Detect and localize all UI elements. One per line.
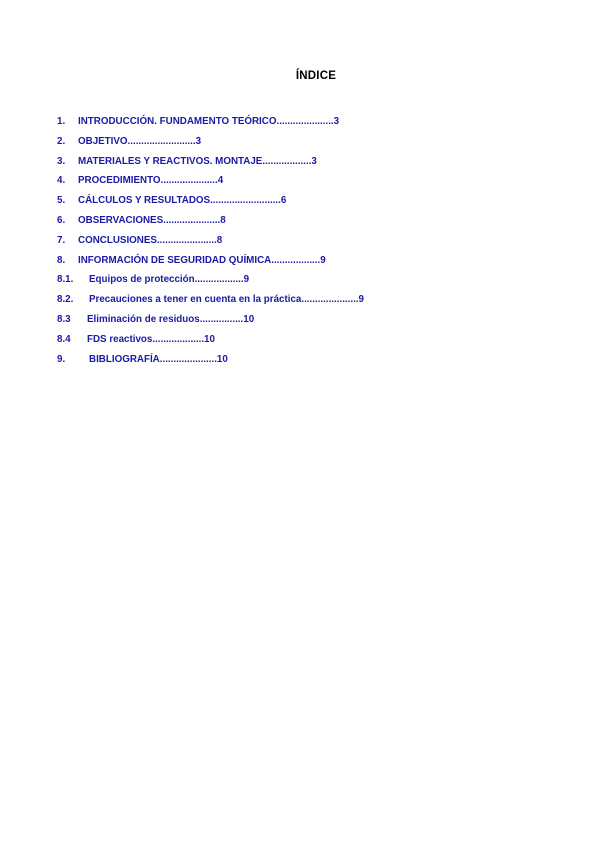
toc-entry-label: OBJETIVO.........................3 [78, 135, 202, 147]
toc-entry-label: INFORMACIÓN DE SEGURIDAD QUÍMICA..................9 [78, 254, 326, 266]
toc-entry-label: OBSERVACIONES.....................8 [78, 214, 226, 226]
toc-entry-5[interactable] [57, 194, 557, 214]
toc-entry-label: FDS reactivos...................10 [87, 333, 215, 345]
toc-entry-8-2[interactable] [57, 293, 557, 313]
toc-entry-number: 6. [57, 214, 66, 226]
toc-entry-number: 9. [57, 353, 66, 365]
toc-entry-8-1[interactable] [57, 273, 557, 293]
toc-entry-8[interactable] [57, 254, 557, 274]
toc-entry-7[interactable] [57, 234, 557, 254]
toc-entry-number: 8.3 [57, 313, 71, 325]
toc-entry-label: Precauciones a tener en cuenta en la práctica.....................9 [89, 294, 364, 306]
toc-entry-number: 5. [57, 195, 66, 207]
toc-entry-number: 7. [57, 234, 66, 246]
toc-entry-4[interactable] [57, 174, 557, 194]
toc-entry-8-3[interactable] [57, 313, 557, 333]
toc-entry-6[interactable] [57, 214, 557, 234]
toc-entry-label: Equipos de protección..................9 [89, 274, 250, 286]
toc-entry-number: 1. [57, 116, 66, 127]
toc-entry-2[interactable] [57, 135, 557, 155]
toc-entry-9[interactable] [57, 353, 557, 373]
page-title: ÍNDICE [295, 70, 337, 82]
toc-entry-label: CÁLCULOS Y RESULTADOS..........................6 [78, 195, 287, 207]
toc-entry-number: 8.1. [57, 274, 74, 286]
toc-entry-number: 2. [57, 135, 66, 147]
toc-entry-number: 8.4 [57, 333, 71, 345]
toc-entry-number: 8. [57, 254, 66, 266]
table-of-contents [57, 115, 557, 372]
toc-entry-label: PROCEDIMIENTO.....................4 [78, 175, 224, 187]
toc-entry-3[interactable] [57, 155, 557, 175]
toc-entry-number: 4. [57, 175, 66, 187]
toc-entry-number: 3. [57, 155, 66, 167]
toc-entry-label: Eliminación de residuos................10 [87, 313, 255, 325]
toc-entry-label: CONCLUSIONES......................8 [78, 234, 223, 246]
toc-entry-label: BIBLIOGRAFÍA.....................10 [89, 353, 228, 365]
toc-entry-label: MATERIALES Y REACTIVOS. MONTAJE..................3 [78, 155, 317, 167]
toc-entry-8-4[interactable] [57, 333, 557, 353]
toc-entry-label: INTRODUCCIÓN. FUNDAMENTO TEÓRICO.....................3 [78, 116, 340, 127]
toc-entry-1[interactable] [57, 115, 557, 135]
toc-entry-number: 8.2. [57, 294, 74, 306]
